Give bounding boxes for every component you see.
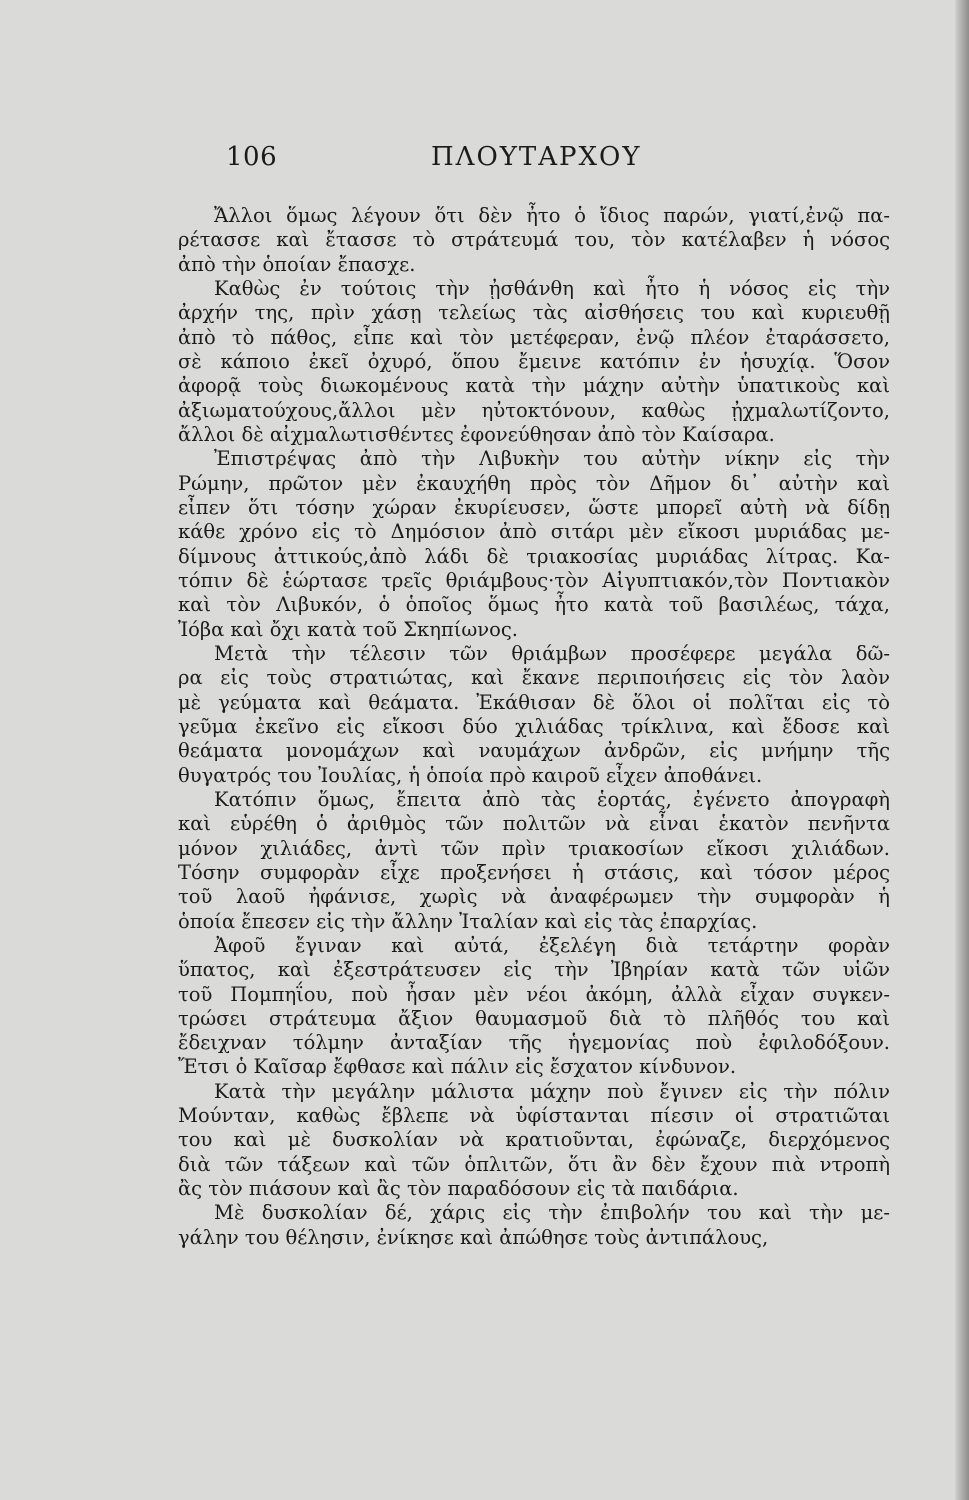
text-line: καὶ τὸν Λιβυκόν, ὁ ὁποῖος ὅμως ἦτο κατὰ τοῦ βασιλέως, τάχα, <box>178 593 890 617</box>
text-line: σὲ κάποιο ἐκεῖ ὀχυρό, ὅπου ἔμεινε κατόπιν ἐν ἡσυχίᾳ. Ὅσον <box>178 349 890 373</box>
text-line: Ἔτσι ὁ Καῖσαρ ἔφθασε καὶ πάλιν εἰς ἔσχατον κίνδυνον. <box>178 1055 737 1079</box>
text-line: του καὶ μὲ δυσκολίαν νὰ κρατιοῦνται, ἐφώναζε, διερχόμενος <box>178 1128 890 1152</box>
text-line: ρέτασσε καὶ ἔτασσε τὸ στράτευμά του, τὸν κατέλαβεν ἡ νόσος <box>178 228 890 252</box>
text-line: Ρώμην, πρῶτον μὲν ἐκαυχήθη πρὸς τὸν Δῆμον δι᾽ αὐτὴν καὶ <box>178 471 890 495</box>
text-line: γάλην του θέλησιν, ἐνίκησε καὶ ἀπώθησε τοὺς ἀντιπάλους, <box>178 1225 769 1249</box>
text-line: Τόσην συμφορὰν εἶχε προξενήσει ἡ στάσις, καὶ τόσον μέρος <box>178 860 890 884</box>
text-line: Καθὼς ἐν τούτοις τὴν ᾐσθάνθη καὶ ἦτο ἡ νόσος εἰς τὴν <box>214 276 890 300</box>
text-line: ἀφορᾷ τοὺς διωκομένους κατὰ τὴν μάχην αὐτὴν ὑπατικοὺς καὶ <box>178 374 890 398</box>
text-line: διὰ τῶν τάξεων καὶ τῶν ὁπλιτῶν, ὅτι ἂν δὲν ἔχουν πιὰ ντροπὴ <box>178 1152 890 1176</box>
text-line: Κατὰ τὴν μεγάλην μάλιστα μάχην ποὺ ἔγινεν εἰς τὴν πόλιν <box>214 1079 890 1103</box>
text-line: μὲ γεύματα καὶ θεάματα. Ἐκάθισαν δὲ ὅλοι οἱ πολῖται εἰς τὸ <box>178 690 890 714</box>
text-line: τρώσει στράτευμα ἄξιον θαυμασμοῦ διὰ τὸ πλῆθός του καὶ <box>178 1006 890 1030</box>
body-text <box>178 204 890 1250</box>
text-line: ἀξιωματούχους,ἄλλοι μὲν ηὐτοκτόνουν, καθὼς ᾐχμαλωτίζοντο, <box>178 398 890 422</box>
text-line: τοῦ λαοῦ ἠφάνισε, χωρὶς νὰ ἀναφέρωμεν τὴν συμφορὰν ἡ <box>178 885 890 909</box>
page-number: 106 <box>226 142 278 172</box>
text-line: Κατόπιν ὅμως, ἔπειτα ἀπὸ τὰς ἑορτάς, ἐγένετο ἀπογραφὴ <box>214 787 890 811</box>
running-title: ΠΛΟΥΤΑΡΧΟΥ <box>431 142 642 172</box>
text-line: γεῦμα ἐκεῖνο εἰς εἴκοσι δύο χιλιάδας τρίκλινα, καὶ ἔδοσε καὶ <box>178 714 890 738</box>
text-line: Ἄλλοι ὅμως λέγουν ὅτι δὲν ἦτο ὁ ἴδιος παρών, γιατί,ἐνῷ πα- <box>214 204 890 227</box>
text-line: δίμνους ἀττικούς,ἀπὸ λάδι δὲ τριακοσίας μυριάδας λίτρας. Κα- <box>178 544 890 568</box>
text-line: καὶ εὑρέθη ὁ ἀριθμὸς τῶν πολιτῶν νὰ εἶναι ἑκατὸν πενῆντα <box>178 812 890 836</box>
text-line: κάθε χρόνο εἰς τὸ Δημόσιον ἀπὸ σιτάρι μὲν εἴκοσι μυριάδας με- <box>178 520 890 544</box>
text-line: Ἐπιστρέψας ἀπὸ τὴν Λιβυκὴν του αὐτὴν νίκην εἰς τὴν <box>214 447 890 471</box>
text-line: ἔδειχναν τόλμην ἀνταξίαν τῆς ἡγεμονίας ποὺ ἐφιλοδόξουν. <box>178 1031 890 1055</box>
text-line: τόπιν δὲ ἑώρτασε τρεῖς θριάμβους·τὸν Αἰγυπτιακόν,τὸν Ποντιακὸν <box>178 568 890 592</box>
text-line: μόνον χιλιάδες, ἀντὶ τῶν πρὶν τριακοσίων εἴκοσι χιλιάδων. <box>178 836 890 860</box>
text-line: ἄλλοι δὲ αἰχμαλωτισθέντες ἐφονεύθησαν ἀπὸ τὸν Καίσαρα. <box>178 422 775 446</box>
text-line: Ἰόβα καὶ ὄχι κατὰ τοῦ Σκηπίωνος. <box>178 617 518 641</box>
text-line: Μούνταν, καθὼς ἔβλεπε νὰ ὑφίστανται πίεσιν οἱ στρατιῶται <box>178 1104 890 1128</box>
page-header <box>226 142 886 182</box>
text-line: ἂς τὸν πιάσουν καὶ ἂς τὸν παραδόσουν εἰς τὰ παιδάρια. <box>178 1177 739 1201</box>
text-line: θεάματα μονομάχων καὶ ναυμάχων ἀνδρῶν, εἰς μνήμην τῆς <box>178 739 890 763</box>
page-edge-shadow <box>955 0 969 1500</box>
text-line: ρα εἰς τοὺς στρατιώτας, καὶ ἔκανε περιποιήσεις εἰς τὸν λαὸν <box>178 666 890 690</box>
text-line: Ἀφοῦ ἔγιναν καὶ αὐτά, ἐξελέγη διὰ τετάρτην φορὰν <box>214 933 890 957</box>
text-line: ἀρχήν της, πρὶν χάσῃ τελείως τὰς αἰσθήσεις του καὶ κυριευθῇ <box>178 301 890 325</box>
text-line: τοῦ Πομπηΐου, ποὺ ἦσαν μὲν νέοι ἀκόμη, ἀλλὰ εἶχαν συγκεν- <box>178 982 890 1006</box>
text-line: θυγατρός του Ἰουλίας, ἡ ὁποία πρὸ καιροῦ εἶχεν ἀποθάνει. <box>178 763 763 787</box>
text-line: ἀπὸ τὴν ὁποίαν ἔπασχε. <box>178 252 416 276</box>
text-line: Μετὰ τὴν τέλεσιν τῶν θριάμβων προσέφερε μεγάλα δῶ- <box>214 641 890 665</box>
text-line: εἶπεν ὅτι τόσην χώραν ἐκυρίευσεν, ὥστε μπορεῖ αὐτὴ νὰ δίδῃ <box>178 495 890 519</box>
text-line: ἀπὸ τὸ πάθος, εἶπε καὶ τὸν μετέφεραν, ἐνῷ πλέον ἐταράσσετο, <box>178 325 890 349</box>
text-line: ὕπατος, καὶ ἐξεστράτευσεν εἰς τὴν Ἰβηρίαν κατὰ τῶν υἱῶν <box>178 958 890 982</box>
text-line: Μὲ δυσκολίαν δέ, χάρις εἰς τὴν ἐπιβολήν του καὶ τὴν με- <box>214 1201 890 1225</box>
text-line: ὁποία ἔπεσεν εἰς τὴν ἄλλην Ἰταλίαν καὶ εἰς τὰς ἐπαρχίας. <box>178 909 758 933</box>
